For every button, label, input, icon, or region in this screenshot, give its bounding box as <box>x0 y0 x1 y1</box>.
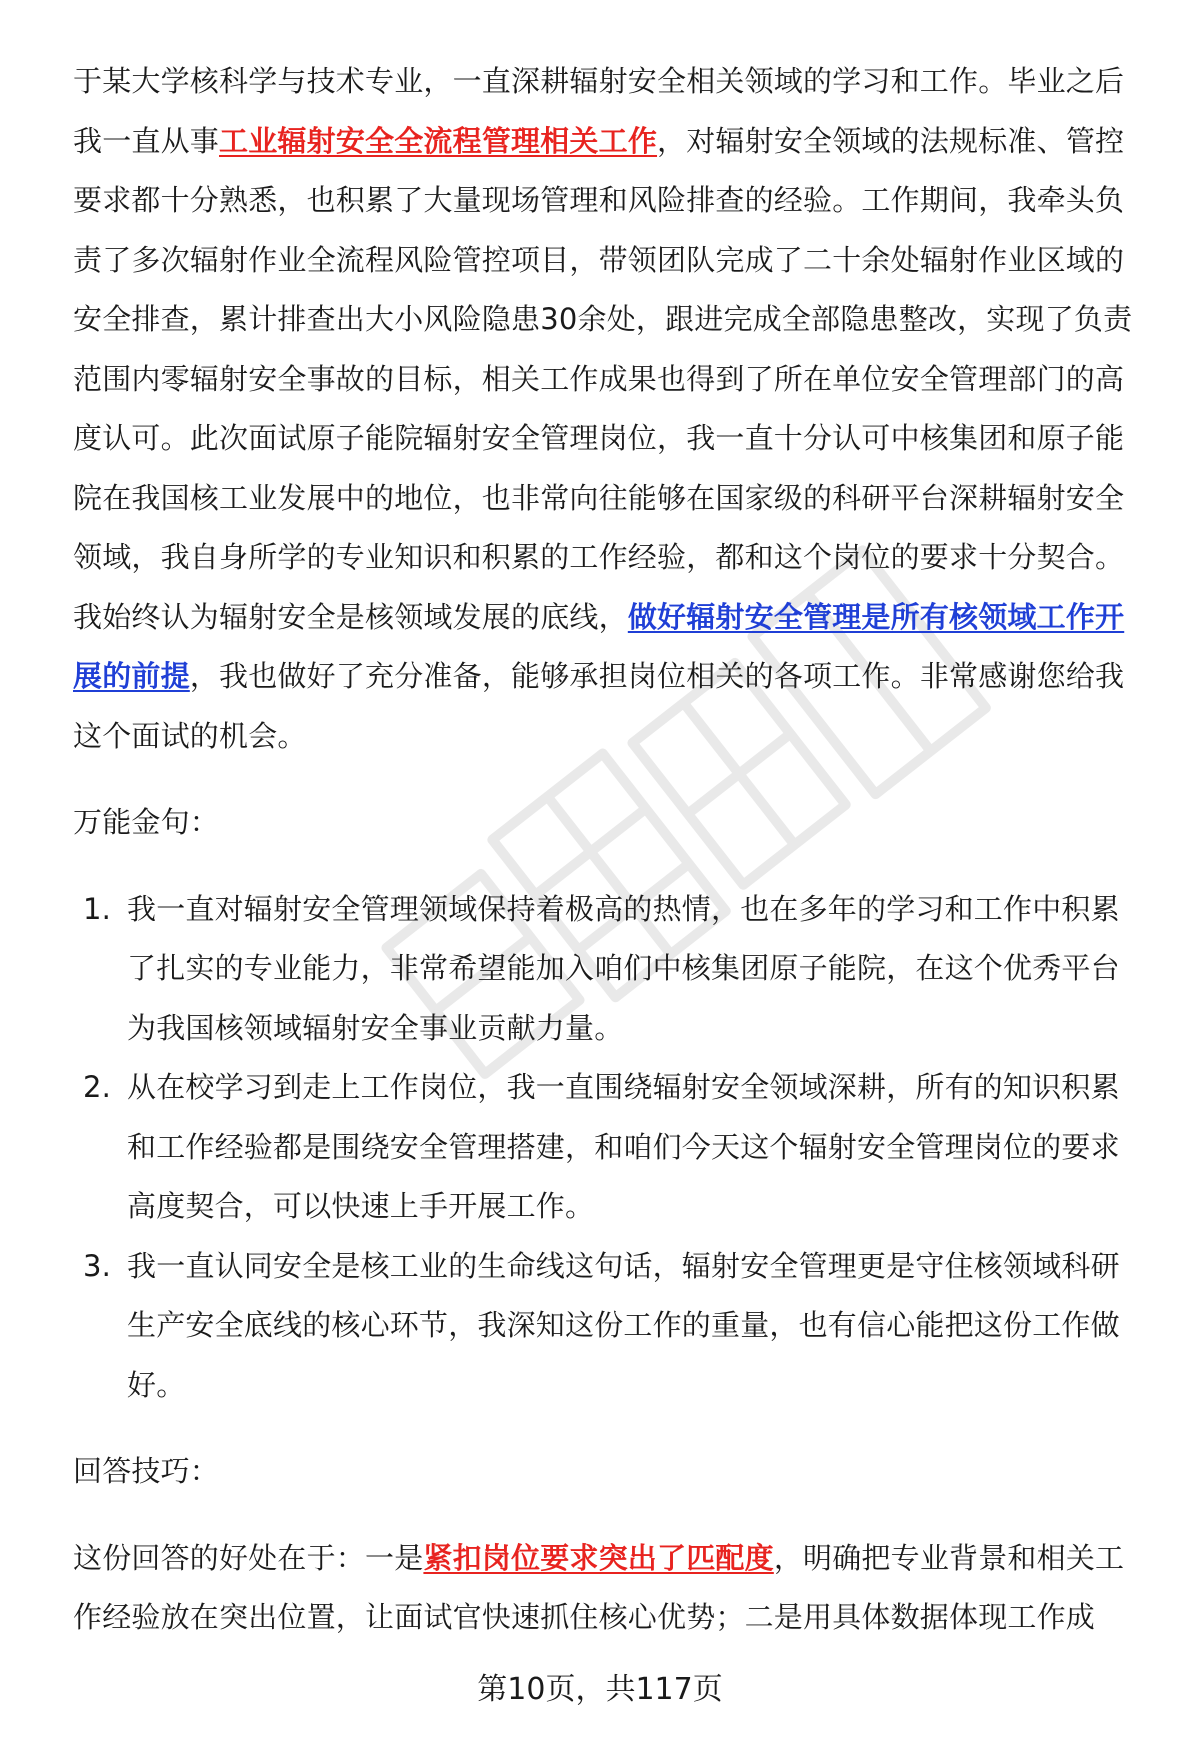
intro-highlight-red: 工业辐射安全全流程管理相关工作 <box>219 123 658 158</box>
intro-text-1: 于某大学核科学与技术专业，一直深耕辐射安全相关领域的学习和工作。毕业之后我一直从事 <box>73 64 1125 158</box>
tips-heading: 回答技巧： <box>73 1454 220 1488</box>
intro-highlight-blue: 做好辐射安全管理是所有核领域工作开展的前提 <box>73 599 1125 693</box>
list-item <box>73 1237 1145 1416</box>
list-item <box>73 1058 1145 1237</box>
tips-text-1: 这份回答的好处在于：一是 <box>73 1540 424 1575</box>
intro-text-3: ，我也做好了充分准备，能够承担岗位相关的各项工作。非常感谢您给我这个面试的机会。 <box>73 659 1125 753</box>
list-item <box>73 880 1145 1059</box>
tips-paragraph <box>73 1529 1145 1648</box>
phrases-heading: 万能金句： <box>73 805 220 839</box>
phrases-list <box>73 880 1145 1416</box>
list-item-text: 我一直对辐射安全管理领域保持着极高的热情，也在多年的学习和工作中积累了扎实的专业能力，非常希望能加入咱们中核集团原子能院，在这个优秀平台为我国核领域辐射安全事业贡献力量。 <box>127 891 1120 1045</box>
list-item-text: 我一直认同安全是核工业的生命线这句话，辐射安全管理更是守住核领域科研生产安全底线的核心环节，我深知这份工作的重量，也有信心能把这份工作做好。 <box>127 1248 1120 1402</box>
list-item-text: 从在校学习到走上工作岗位，我一直围绕辐射安全领域深耕，所有的知识积累和工作经验都是围绕安全管理搭建，和咱们今天这个辐射安全管理岗位的要求高度契合，可以快速上手开展工作。 <box>127 1070 1120 1223</box>
list-item-number: 1. <box>83 891 112 926</box>
page-number: 第10页，共117页 <box>477 1672 723 1707</box>
list-item-number: 2. <box>83 1070 112 1104</box>
list-item-number: 3. <box>83 1248 112 1283</box>
tips-highlight-red: 紧扣岗位要求突出了匹配度 <box>423 1540 774 1575</box>
document-body <box>73 52 1145 1648</box>
intro-paragraph <box>73 52 1145 766</box>
intro-text-2: ，对辐射安全领域的法规标准、管控要求都十分熟悉，也积累了大量现场管理和风险排查的经验。工作期间，我牵头负责了多次辐射作业全流程风险管控项目，带领团队完成了二十余处辐射作业区域的安全排查，累计排查出大小风险隐患30余处，跟进完成全部隐患整改，实现了负责范围内零辐射安全事故的目标，相关工作成果也得到了所在单位安全管理部门的高度认可。此次面试原子能院辐射安全管理岗位，我一直十分认可中核集团和原子能院在我国核工业发展中的地位，也非常向往能够在国家级的科研平台深耕辐射安全领域，我自身所学的专业知识和积累的工作经验，都和这个岗位的要求十分契合。我始终认为辐射安全是核领域发展的底线， <box>73 123 1133 634</box>
tips-text-2: ，明确把专业背景和相关工作经验放在突出位置，让面试官快速抓住核心优势；二是用具体数据体现工作成 <box>73 1540 1125 1634</box>
